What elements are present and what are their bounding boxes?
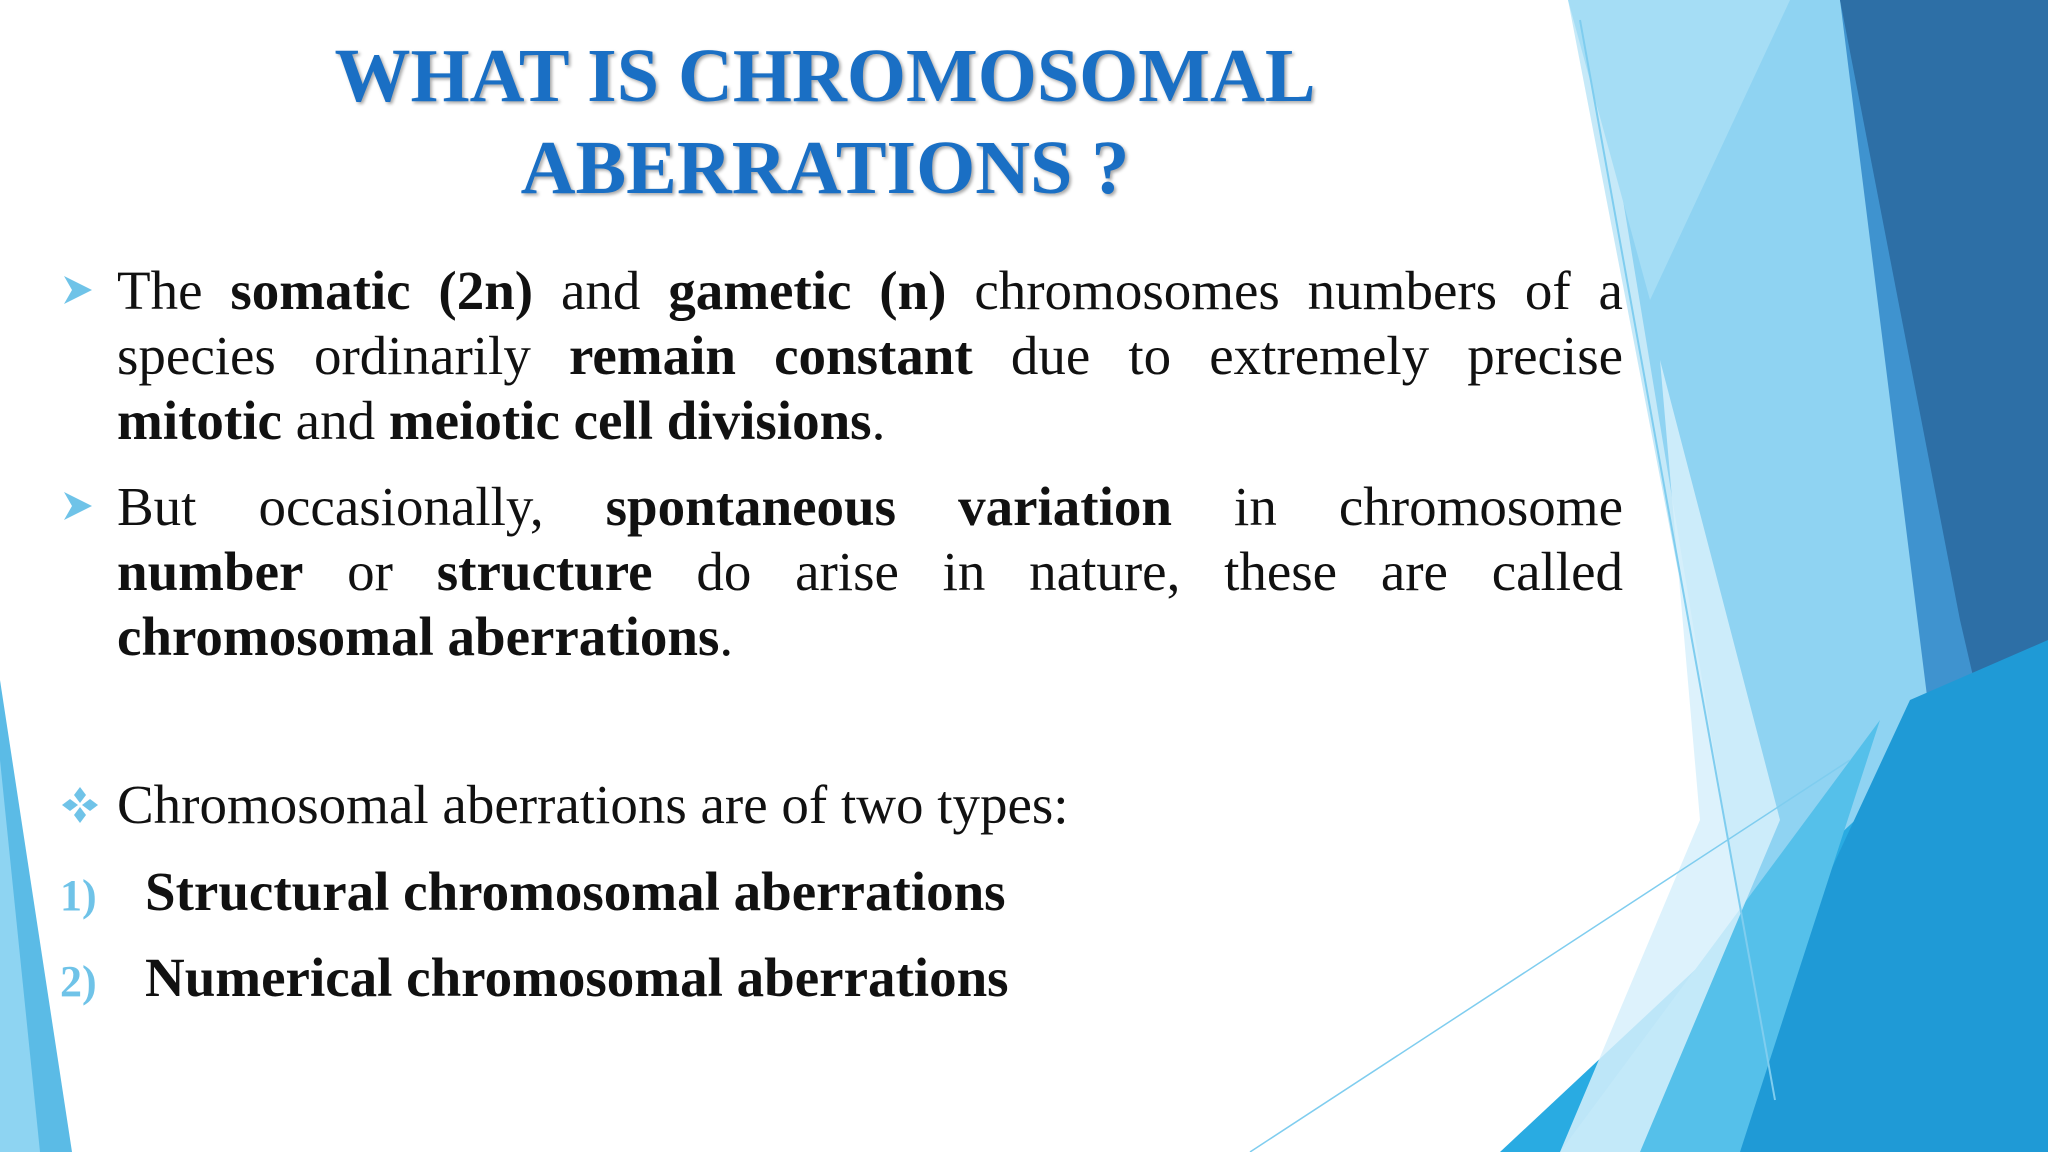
arrowhead-bullet-icon <box>60 272 96 308</box>
paragraph-1-line-2: species ordinarily remain constant due to extremely precise <box>117 325 1624 386</box>
list-item-structural: Structural chromosomal aberrations <box>145 861 1006 922</box>
slide-title <box>200 30 1450 214</box>
types-intro-text: Chromosomal aberrations are of two types: <box>117 774 1069 835</box>
arrowhead-bullet-icon <box>60 488 96 524</box>
paragraph-2-line-2: number or structure do arise in nature, these are called <box>117 541 1623 602</box>
paragraph-somatic-gametic <box>117 258 1623 453</box>
paragraph-spontaneous-variation <box>117 474 1623 669</box>
title-line-1: WHAT IS CHROMOSOMAL <box>334 34 1316 118</box>
diamond-cluster-bullet-icon <box>60 785 100 825</box>
list-item-numerical: Numerical chromosomal aberrations <box>145 947 1009 1008</box>
paragraph-2-line-1: But occasionally, spontaneous variation in chromosome <box>117 476 1623 537</box>
paragraph-2-line-3: chromosomal aberrations. <box>117 606 734 667</box>
title-line-2: ABERRATIONS ? <box>520 126 1130 210</box>
list-number-2: 2) <box>60 957 97 1006</box>
list-number-1: 1) <box>60 871 97 920</box>
paragraph-1-line-3: mitotic and meiotic cell divisions. <box>117 390 886 451</box>
paragraph-1-line-1: The somatic (2n) and gametic (n) chromosomes numbers of a <box>117 260 1623 321</box>
